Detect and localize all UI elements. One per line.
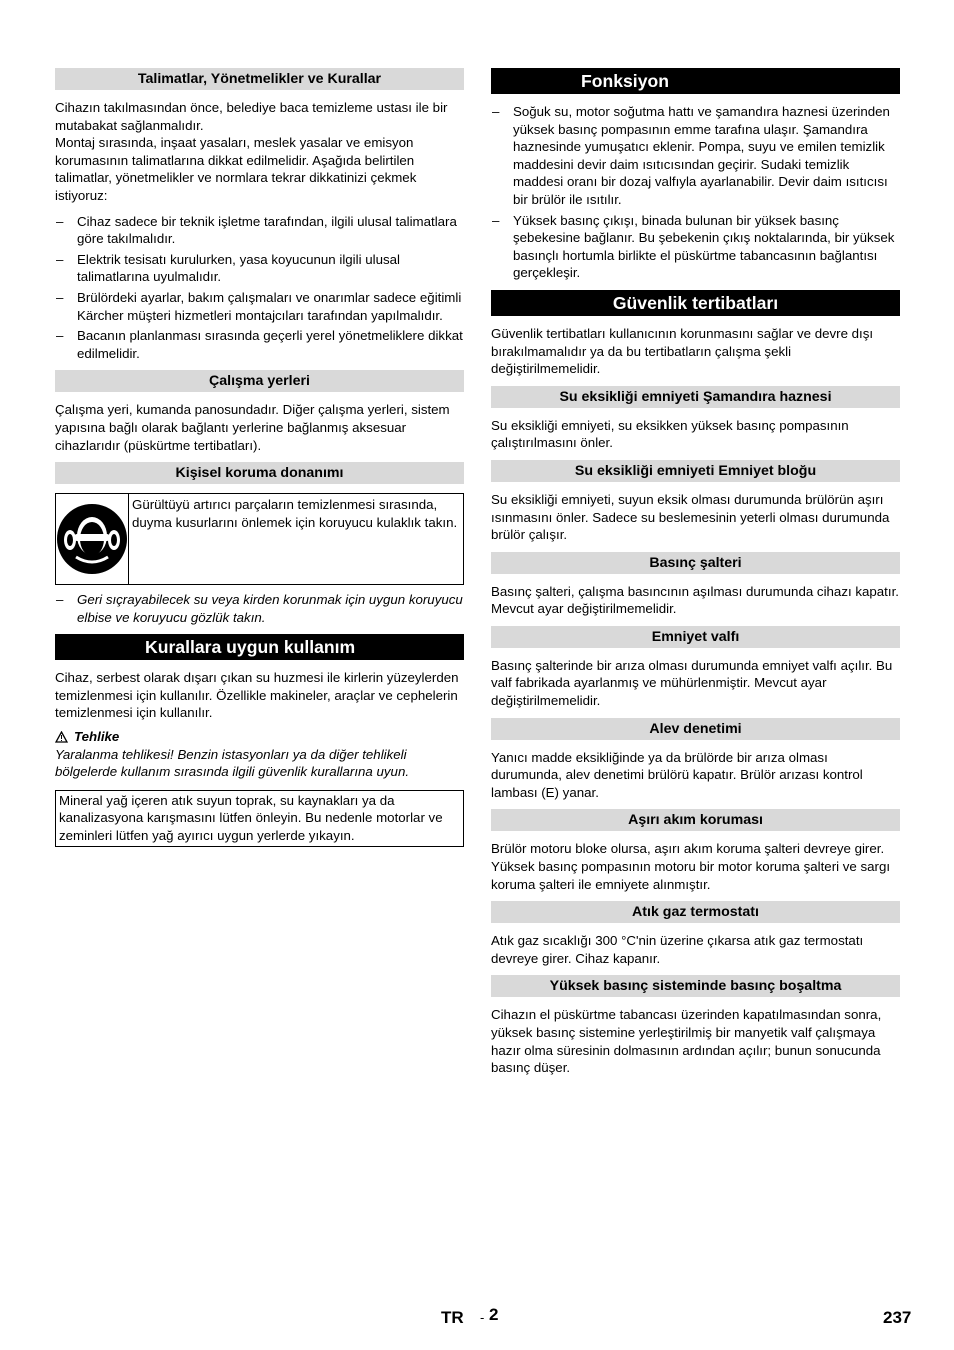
heading-section: Alev denetimi	[491, 718, 900, 740]
list-item: – Brülördeki ayarlar, bakım çalışmaları ve onarımlar sadece eğitimli Kärcher müşteri hizmetleri montajcıları tarafından yapılmalıdır.	[55, 289, 464, 324]
heading-guvenlik: Güvenlik tertibatları	[491, 290, 900, 316]
page-number: 237	[883, 1308, 912, 1327]
heading-section: Atık gaz termostatı	[491, 901, 900, 923]
heading-kisisel-koruma: Kişisel koruma donanımı	[55, 462, 464, 484]
heading-section: Su eksikliği emniyeti Emniyet bloğu	[491, 460, 900, 482]
heading-talimatlar: Talimatlar, Yönetmelikler ve Kurallar	[55, 68, 464, 90]
section-text: Basınç şalterinde bir arıza olması durumunda emniyet valfı açılır. Bu valf fabrikada ayarlanmış ve mühürlenmiştir. Mevcut ayar değiştirilmemelidir.	[491, 657, 893, 709]
section-text: Su eksikliği emniyeti, suyun eksik olması durumunda brülörün aşırı ısınmasını önler. Sadece su beslemesinin yeterli olması durumunda brülör çalışır.	[491, 491, 890, 543]
heading-calisma-yerleri: Çalışma yerleri	[55, 370, 464, 392]
talimat-paragraph-1: Cihazın takılmasından önce, belediye baca temizleme ustası ile bir mutabakat sağlanmalıdır.	[55, 100, 448, 133]
heading-section: Basınç şalteri	[491, 552, 900, 574]
heading-section: Su eksikliği emniyeti Şamandıra haznesi	[491, 386, 900, 408]
heading-fonksiyon: Fonksiyon	[491, 68, 900, 94]
footer-dash: -	[480, 1310, 485, 1325]
talimat-paragraph-2: Montaj sırasında, inşaat yasaları, meslek yasalar ve emisyon korumasının talimatlarına dikkat edilmelidir. Aşağıda belirtilen talimatlar, yönetmelikler ve normlara tekrar dikkatinizi çekmek istiyoruz:	[55, 135, 417, 203]
danger-label: Tehlike	[74, 729, 120, 745]
danger-title	[55, 728, 464, 746]
heading-section: Yüksek basınç sisteminde basınç boşaltma	[491, 975, 900, 997]
section-text: Cihazın el püskürtme tabancası üzerinden kapatılmasından sonra, yüksek basınç sistemine yerleştirilmiş bir manyetik valf çalışmaya hazır olma süresinin dolmasının ardından açılır; bunun sonucunda basınç düşer.	[491, 1007, 882, 1076]
list-item: – Geri sıçrayabilecek su veya kirden korunmak için uygun koruyucu elbise ve koruyucu gözlük takın.	[55, 591, 464, 626]
guvenlik-paragraph: Güvenlik tertibatları kullanıcının korunmasını sağlar ve devre dışı bırakılmamalıdır ya da bu tertibatların çalışma şekli değiştirilmemelidir.	[491, 325, 874, 377]
footer-language: TR	[441, 1308, 464, 1327]
warning-triangle-icon	[55, 731, 68, 743]
environment-note: Mineral yağ içeren atık suyun toprak, su kaynakları ya da kanalizasyona karışmasını lütfen önleyin. Bu nedenle motorlar ve zeminleri lütfen yağ ayırıcı uygun yerlerde yıkayın.	[55, 790, 464, 847]
section-text: Atık gaz sıcaklığı 300 °C'nin üzerine çıkarsa atık gaz termostatı devreye girer. Cihaz kapanır.	[491, 933, 864, 966]
ppe-text: Gürültüyü artırıcı parçaların temizlenmesi sırasında, duyma kusurlarını önlemek için koruyucu kulaklık takın.	[132, 497, 458, 530]
talimat-list	[55, 213, 464, 363]
footer-section-number: 2	[489, 1305, 499, 1324]
kurallar-paragraph: Cihaz, serbest olarak dışarı çıkan su huzmesi ile kirlerin yüzeylerden temizlenmesi için kullanılır. Özellikle makineler, araçlar ve cephelerin temizlenmesi için kullanılır.	[55, 670, 459, 721]
section-text: Su eksikliği emniyeti, su eksikken yüksek basınç pompasının çalıştırılmasını önler.	[491, 417, 849, 451]
ppe-list	[55, 591, 464, 626]
list-item: – Elektrik tesisatı kurulurken, yasa koyucunun ilgili ulusal talimatlarına uyulmalıdır.	[55, 251, 464, 286]
section-text: Brülör motoru bloke olursa, aşırı akım koruma şalteri devreye girer. Yüksek basınç pompasının motoru bir motor koruma şalteri ve sargı koruma şalteri ile emniyete alınmıştır.	[491, 841, 891, 892]
left-column	[55, 68, 464, 847]
heading-kurallara-uygun: Kurallara uygun kullanım	[55, 634, 464, 660]
list-item: – Yüksek basınç çıkışı, binada bulunan bir yüksek basınç şebekesine bağlanır. Bu şebekenin çıkış noktalarında, bir yüksek basınçlı hortumla birlikte el püskürtme tabancasının bağlantısı gerçekleşir.	[491, 212, 900, 282]
heading-section: Aşırı akım koruması	[491, 809, 900, 831]
danger-text: Yaralanma tehlikesi! Benzin istasyonları ya da diğer tehlikeli bölgelerde kullanım sırasında ilgili güvenlik kurallarına uyun.	[55, 746, 410, 780]
section-text: Basınç şalteri, çalışma basıncının aşılması durumunda cihazı kapatır. Mevcut ayar değiştirilmemelidir.	[491, 583, 899, 617]
ppe-table	[55, 493, 464, 585]
right-column	[491, 68, 900, 1085]
list-item: – Bacanın planlanması sırasında geçerli yerel yönetmeliklere dikkat edilmelidir.	[55, 327, 464, 362]
calisma-paragraph: Çalışma yeri, kumanda panosundadır. Diğer çalışma yerleri, sistem yapısına bağlı olarak bağlantı yerlerine bağlanmış aksesuar cihazlarıdır (püskürtme tertibatları).	[55, 402, 450, 453]
heading-section: Emniyet valfı	[491, 626, 900, 648]
fonksiyon-list	[491, 103, 900, 282]
list-item: – Cihaz sadece bir teknik işletme tarafından, ilgili ulusal talimatlara göre takılmalıdır.	[55, 213, 464, 248]
ear-and-eye-protection-icon	[56, 494, 129, 584]
list-item: – Soğuk su, motor soğutma hattı ve şamandıra haznesi üzerinden yüksek basınç pompasının emme tarafına ulaşır. Şamandıra haznesinde yumuşatıcı eklenir. Pompa, suyu ve emilen temizlik maddesini devir daim ısıtıcısından geçirir. Sudaki temizlik maddesi oranı bir dozaj valfıyla ayarlanabilir. Devir daim ısıtıcısı bir brülör ile ısıtılır.	[491, 103, 900, 209]
section-text: Yanıcı madde eksikliğinde ya da brülörde bir arıza olması durumunda, alev denetimi brülörü kapatır. Brülör arızası kontrol lambası (E) yanar.	[491, 749, 863, 800]
